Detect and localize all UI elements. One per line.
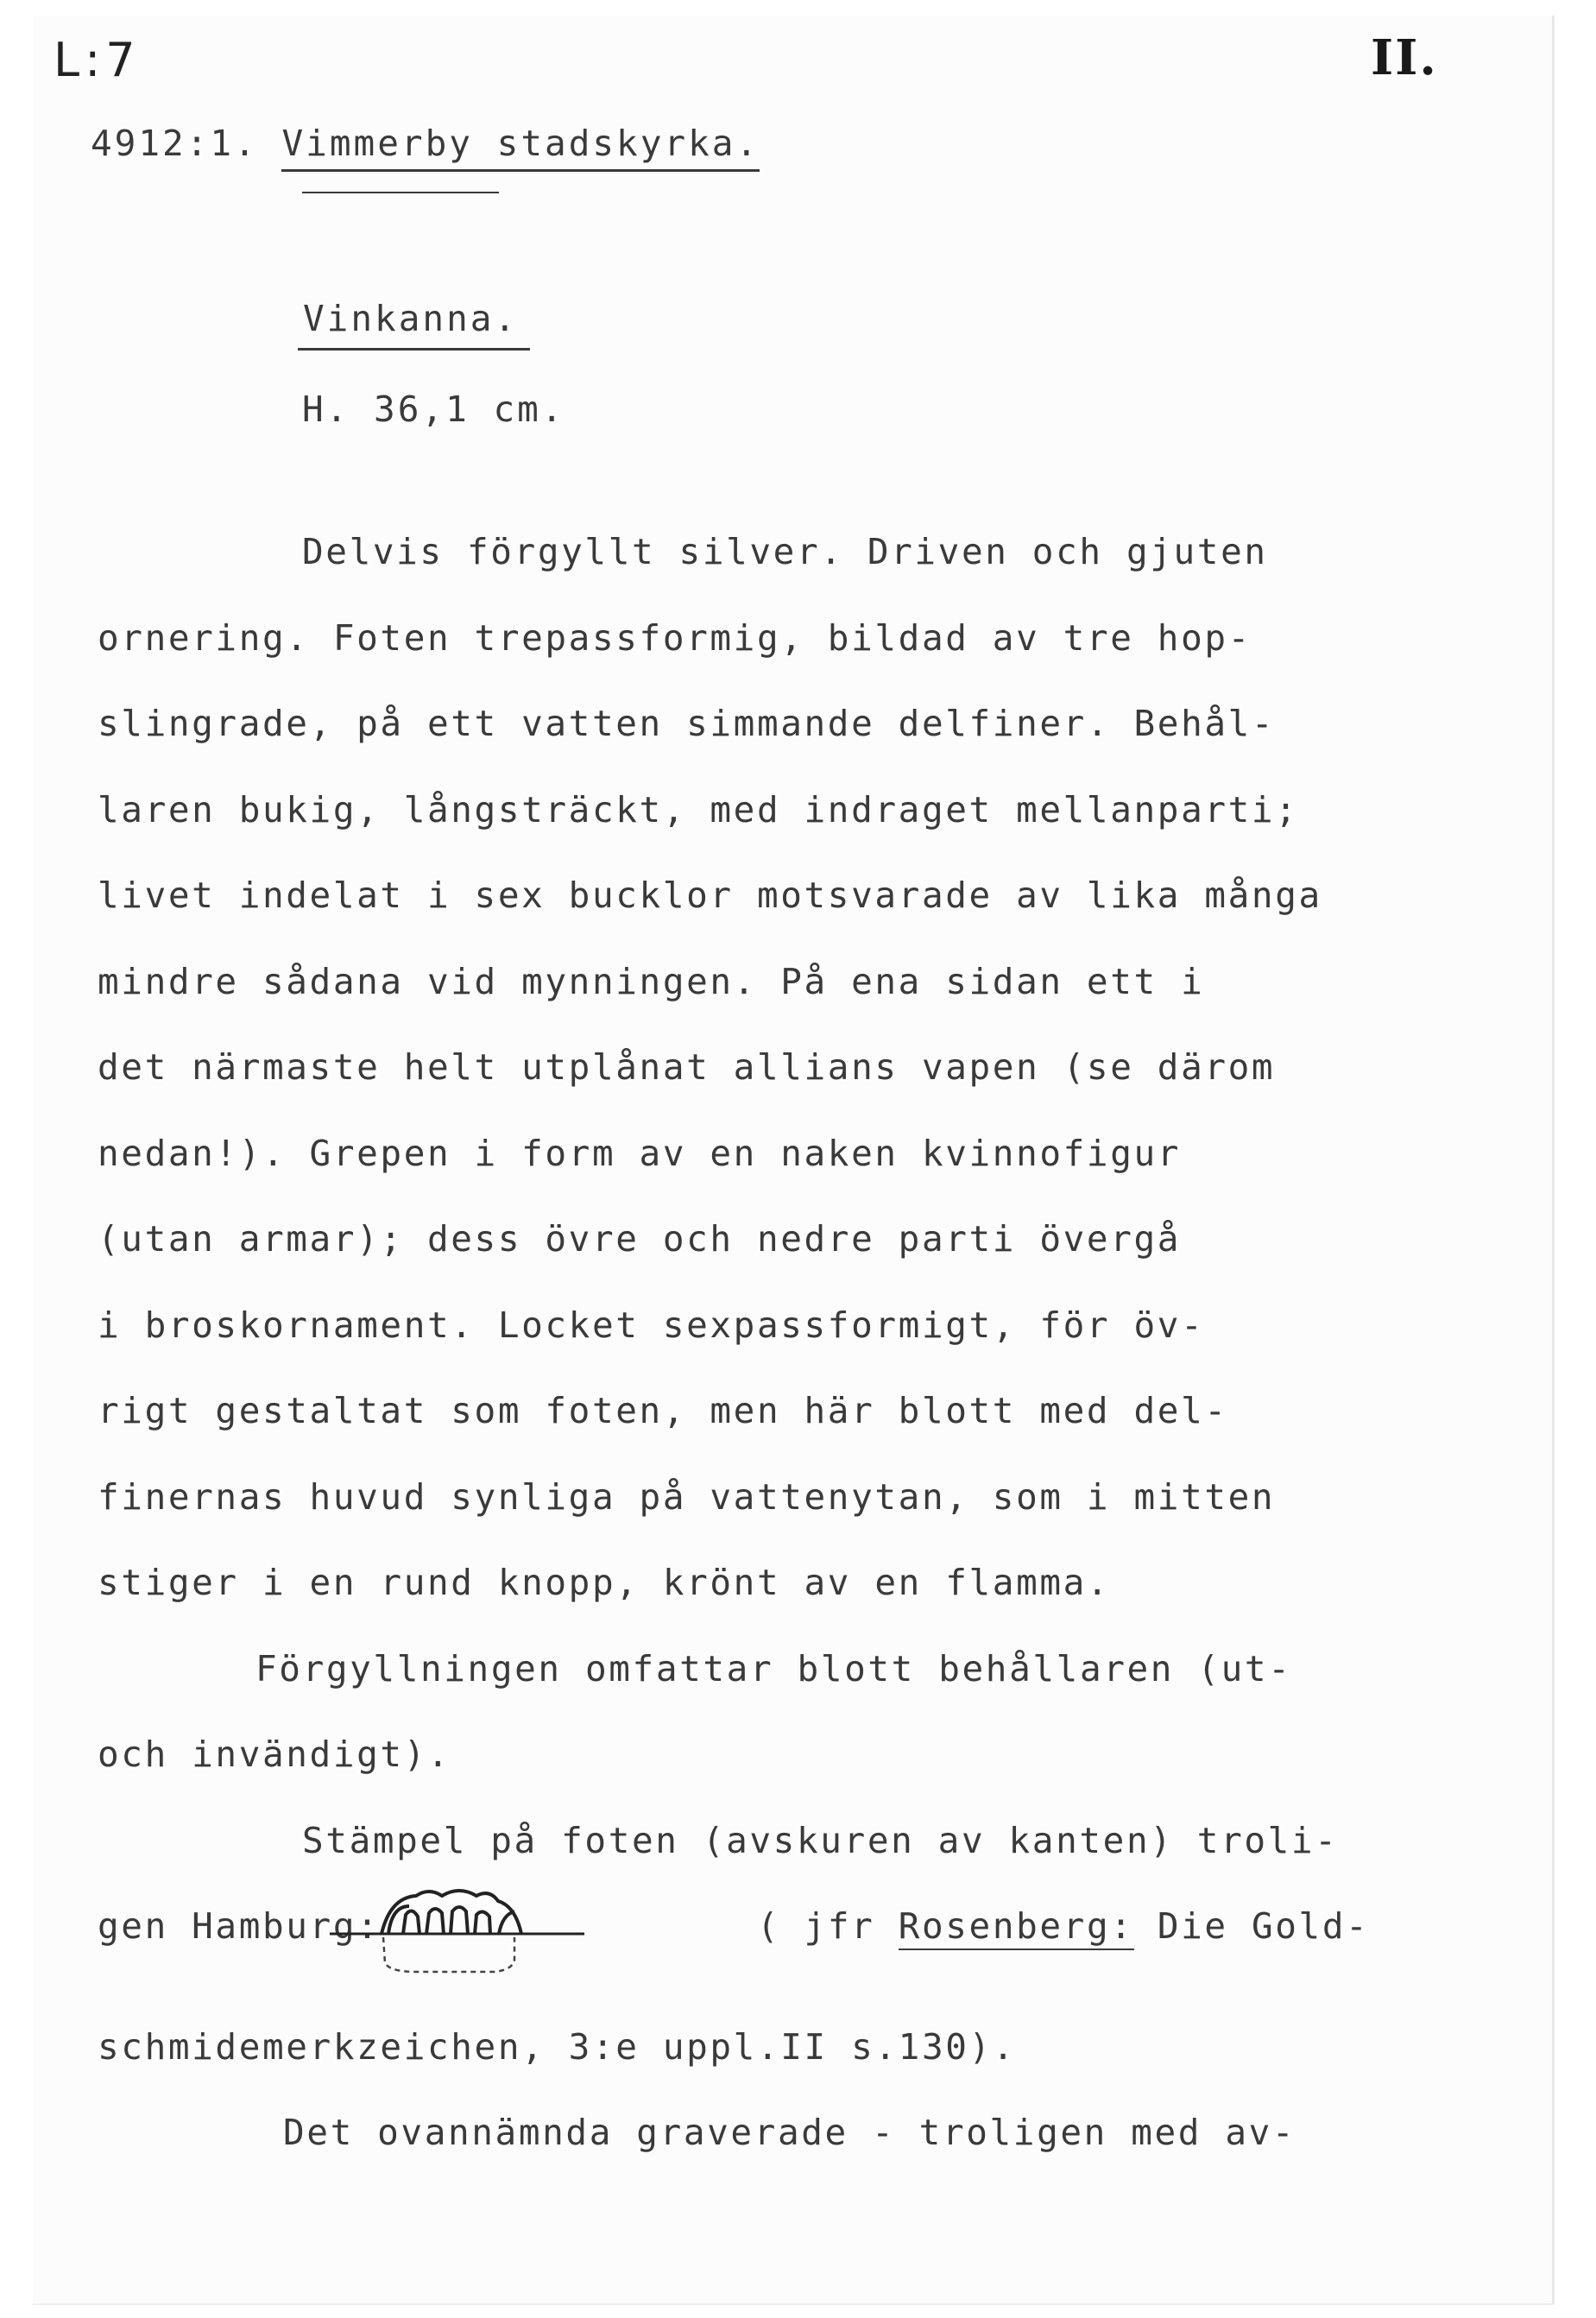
- text-line: ornering. Foten trepassformig, bildad av tre hop-: [98, 616, 1252, 659]
- text-line: mindre sådana vid mynningen. På ena sidan ett i: [98, 960, 1205, 1002]
- paragraph-3: [98, 1798, 1479, 2091]
- title-underline: [302, 192, 499, 193]
- page-number: II.: [1371, 29, 1438, 86]
- paragraph-2: [98, 1626, 1479, 1798]
- church-title: Vimmerby stadskyrka.: [281, 123, 760, 172]
- paragraph-1: [98, 509, 1479, 1626]
- text-line: nedan!). Grepen i form av en naken kvinnofigur: [98, 1132, 1182, 1174]
- stamp-place: gen Hamburg:: [98, 1905, 381, 1947]
- object-subtitle: Vinkanna.: [298, 298, 530, 351]
- reference-title: Die Gold-: [1157, 1905, 1370, 1947]
- text-line: livet indelat i sex bucklor motsvarade av lika många: [98, 875, 1322, 916]
- corner-note: L:7: [54, 33, 141, 87]
- hamburg-stamp-icon: [330, 1880, 589, 2001]
- text-line: Det ovannämnda graverade - troligen med av-: [283, 2112, 1296, 2153]
- object-height: H. 36,1 cm.: [302, 388, 565, 430]
- text-line: slingrade, på ett vatten simmande delfiner. Behål-: [98, 703, 1276, 744]
- text-line: laren bukig, långsträckt, med indraget mellanparti;: [98, 788, 1299, 831]
- reference-paren: ( jfr: [756, 1905, 875, 1947]
- paragraph-4: [98, 2090, 1479, 2176]
- stamp-reference-line: [98, 1884, 1479, 1970]
- text-line: Förgyllningen omfattar blott behållaren (ut-: [255, 1647, 1292, 1690]
- text-line: schmidemerkzeichen, 3:e uppl.II s.130).: [98, 2025, 1017, 2068]
- reference-author: Rosenberg:: [899, 1905, 1134, 1950]
- text-line: Delvis förgyllt silver. Driven och gjuten: [302, 531, 1268, 572]
- text-line: det närmaste helt utplånat allians vapen (se därom: [98, 1046, 1276, 1088]
- text-line: i broskornament. Locket sexpassformigt, för öv-: [98, 1304, 1205, 1346]
- text-line: Stämpel på foten (avskuren av kanten) troli-: [302, 1819, 1339, 1861]
- text-line: stiger i en rund knopp, krönt av en flamma.: [98, 1562, 1111, 1603]
- text-line: finernas huvud synliga på vattenytan, som i mitten: [98, 1475, 1276, 1518]
- text-line: rigt gestaltat som foten, men här blott med del-: [98, 1390, 1228, 1431]
- catalog-number: 4912:1.: [91, 123, 258, 164]
- catalog-header: [91, 123, 760, 172]
- text-line: (utan armar); dess övre och nedre parti övergå: [98, 1218, 1182, 1260]
- description-body: [98, 509, 1479, 2176]
- text-line: och invändigt).: [98, 1734, 451, 1775]
